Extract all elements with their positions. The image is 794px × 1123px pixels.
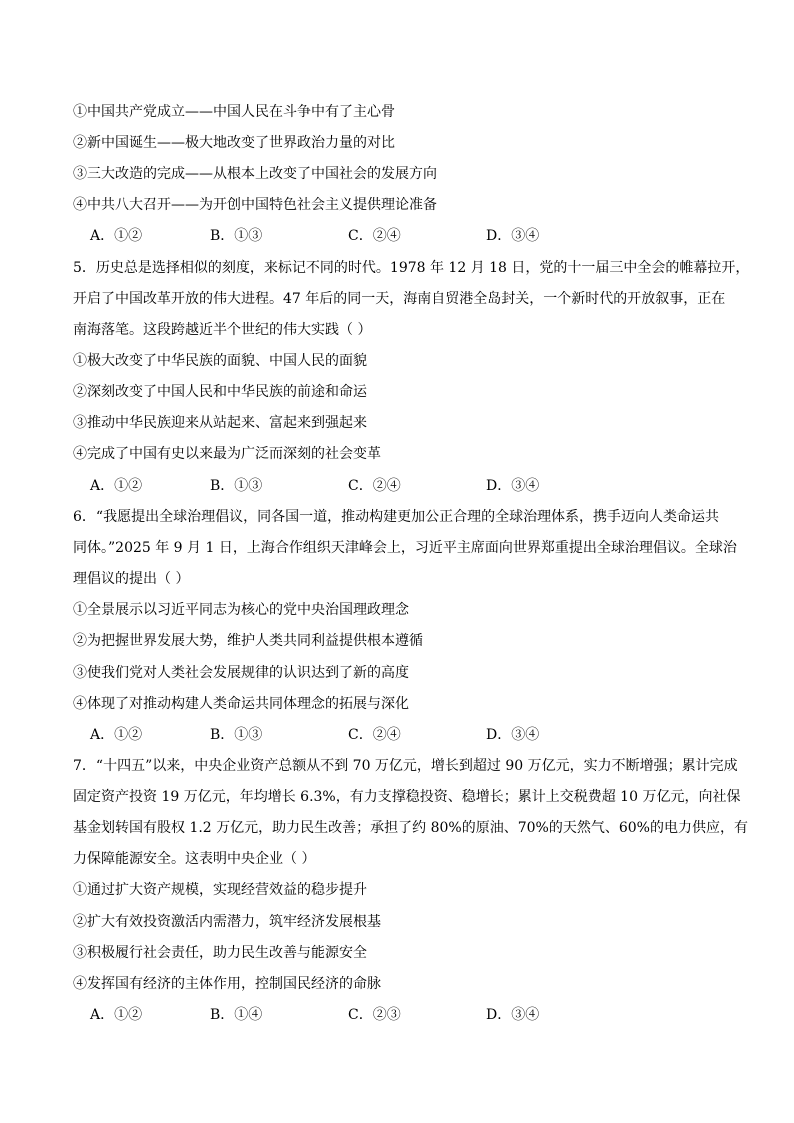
q4-option-b[interactable]: B．①③ (210, 228, 263, 244)
q7-stem-line-4: 力保障能源安全。这表明中央企业（ ） (73, 851, 316, 867)
q7-statement-3: ③积极履行社会责任，助力民生改善与能源安全 (73, 945, 367, 961)
q5-option-c[interactable]: C．②④ (348, 478, 401, 494)
q6-option-a[interactable]: A．①② (90, 727, 143, 743)
q7-option-a[interactable]: A．①② (90, 1007, 143, 1023)
q6-stem-line-3: 理倡议的提出（ ） (73, 571, 190, 587)
q4-statement-2: ②新中国诞生——极大地改变了世界政治力量的对比 (73, 135, 395, 151)
q5-options (90, 476, 650, 496)
q5-statement-1: ①极大改变了中华民族的面貌、中国人民的面貌 (73, 353, 367, 369)
q5-option-d[interactable]: D．③④ (486, 478, 540, 494)
q5-option-b[interactable]: B．①③ (210, 478, 263, 494)
q5-statement-2: ②深刻改变了中国人民和中华民族的前途和命运 (73, 384, 367, 400)
q6-stem-line-2: 同体。”2025 年 9 月 1 日，上海合作组织天津峰会上，习近平主席面向世界郑重提出全球治理倡议。全球治 (73, 540, 737, 556)
q4-statement-3: ③三大改造的完成——从根本上改变了中国社会的发展方向 (73, 166, 437, 182)
q5-stem-line-1: 5．历史总是选择相似的刻度，来标记不同的时代。1978 年 12 月 18 日，党的十一届三中全会的帷幕拉开， (73, 260, 750, 276)
q5-option-a[interactable]: A．①② (90, 478, 143, 494)
q6-stem-line-1: 6．“我愿提出全球治理倡议，同各国一道，推动构建更加公正合理的全球治理体系，携手迈向人类命运共 (73, 509, 720, 525)
q7-statement-4: ④发挥国有经济的主体作用，控制国民经济的命脉 (73, 976, 381, 992)
q4-option-c[interactable]: C．②④ (348, 228, 401, 244)
q7-stem-line-1: 7．“十四五”以来，中央企业资产总额从不到 70 万亿元，增长到超过 90 万亿元，实力不断增强；累计完成 (73, 758, 738, 774)
q6-option-b[interactable]: B．①③ (210, 727, 263, 743)
q6-statement-2: ②为把握世界发展大势，维护人类共同利益提供根本遵循 (73, 633, 423, 649)
q4-options (90, 226, 650, 246)
q7-statement-2: ②扩大有效投资激活内需潜力，筑牢经济发展根基 (73, 914, 381, 930)
q6-statement-1: ①全景展示以习近平同志为核心的党中央治国理政理念 (73, 602, 409, 618)
q5-stem-line-2: 开启了中国改革开放的伟大进程。47 年后的同一天，海南自贸港全岛封关，一个新时代的开放叙事，正在 (73, 291, 726, 307)
q5-statement-4: ④完成了中国有史以来最为广泛而深刻的社会变革 (73, 446, 381, 462)
q4-option-d[interactable]: D．③④ (486, 228, 540, 244)
q6-statement-3: ③使我们党对人类社会发展规律的认识达到了新的高度 (73, 665, 409, 681)
q4-statement-4: ④中共八大召开——为开创中国特色社会主义提供理论准备 (73, 197, 437, 213)
q5-statement-3: ③推动中华民族迎来从站起来、富起来到强起来 (73, 415, 367, 431)
q7-option-b[interactable]: B．①④ (210, 1007, 263, 1023)
q6-option-d[interactable]: D．③④ (486, 727, 540, 743)
q6-statement-4: ④体现了对推动构建人类命运共同体理念的拓展与深化 (73, 696, 409, 712)
q5-stem-line-3: 南海落笔。这段跨越近半个世纪的伟大实践（ ） (73, 322, 372, 338)
q7-options (90, 1005, 650, 1025)
q7-option-c[interactable]: C．②③ (348, 1007, 401, 1023)
q7-option-d[interactable]: D．③④ (486, 1007, 540, 1023)
q7-stem-line-2: 固定资产投资 19 万亿元，年均增长 6.3%，有力支撑稳投资、稳增长；累计上交税费超 10 万亿元，向社保 (73, 789, 741, 805)
q7-stem-line-3: 基金划转国有股权 1.2 万亿元，助力民生改善；承担了约 80%的原油、70%的天然气、60%的电力供应，有 (73, 820, 748, 836)
q4-statement-1: ①中国共产党成立——中国人民在斗争中有了主心骨 (73, 104, 395, 120)
q6-option-c[interactable]: C．②④ (348, 727, 401, 743)
q4-option-a[interactable]: A．①② (90, 228, 143, 244)
q7-statement-1: ①通过扩大资产规模，实现经营效益的稳步提升 (73, 882, 367, 898)
q6-options (90, 725, 650, 745)
